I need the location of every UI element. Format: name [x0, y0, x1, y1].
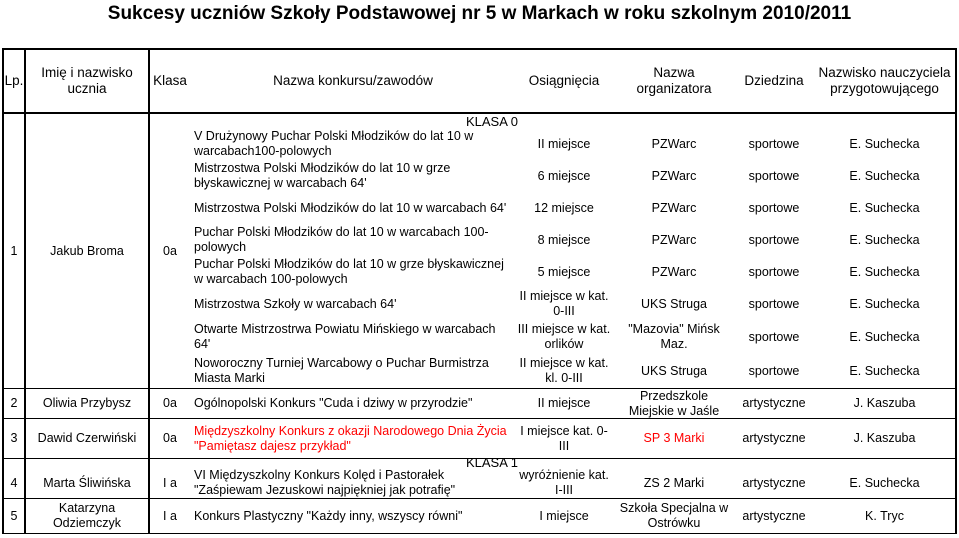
- contest-cell: Puchar Polski Młodzików do lat 10 w grze błyskawicznej w warcabach 100-polowych: [194, 257, 504, 286]
- header-name: Imię i nazwisko ucznia: [41, 65, 133, 96]
- class-label-1: KLASA 1: [465, 454, 519, 470]
- contest-cell: VI Międzyszkolny Konkurs Kolęd i Pastorałek "Zaśpiewam Jezuskowi najpiękniej jak potrafię": [194, 468, 456, 497]
- field-cell: artystyczne: [742, 508, 806, 523]
- student-class: 0a: [163, 396, 177, 410]
- achievement-cell: wyróżnienie kat. I-III: [519, 468, 609, 497]
- organizer-cell: ZS 2 Marki: [643, 475, 705, 490]
- student-class: 0a: [163, 431, 177, 445]
- organizer-cell: Szkoła Specjalna w Ostrówku: [619, 501, 729, 530]
- contest-cell: Konkurs Plastyczny "Każdy inny, wszyscy równi": [194, 508, 463, 523]
- teacher-cell: E. Suchecka: [849, 329, 920, 344]
- field-cell: sportowe: [748, 363, 800, 378]
- student-lp: 3: [10, 431, 18, 445]
- class-label-0: KLASA 0: [465, 113, 519, 129]
- teacher-cell: J. Kaszuba: [853, 431, 916, 445]
- teacher-cell: E. Suchecka: [849, 475, 920, 490]
- field-cell: sportowe: [748, 168, 800, 183]
- contest-cell: Międzyszkolny Konkurs z okazji Narodowego Dnia Życia "Pamiętasz dajesz przykład": [194, 423, 507, 453]
- achievement-cell: 12 miejsce: [534, 200, 594, 215]
- student-lp: 4: [10, 475, 18, 490]
- field-cell: artystyczne: [742, 396, 806, 410]
- student-name: Marta Śliwińska: [43, 475, 131, 490]
- student-lp: 1: [10, 243, 18, 258]
- contest-cell: Ogólnopolski Konkurs "Cuda i dziwy w przyrodzie": [194, 396, 473, 410]
- contest-cell: Mistrzostwa Polski Młodzików do lat 10 w warcabach 64': [194, 200, 507, 215]
- organizer-cell: Przedszkole Miejskie w Jaśle: [628, 388, 720, 418]
- achievement-cell: I miejsce: [539, 508, 589, 523]
- field-cell: sportowe: [748, 136, 800, 151]
- teacher-cell: E. Suchecka: [849, 136, 920, 151]
- teacher-cell: J. Kaszuba: [853, 396, 916, 410]
- teacher-cell: E. Suchecka: [849, 264, 920, 279]
- teacher-cell: E. Suchecka: [849, 200, 920, 215]
- achievement-cell: 5 miejsce: [537, 264, 591, 279]
- header-class: Klasa: [153, 73, 187, 88]
- header-field: Dziedzina: [744, 73, 804, 88]
- student-class: 0a: [163, 243, 177, 258]
- achievement-cell: I miejsce kat. 0-III: [520, 423, 608, 453]
- achievement-cell: III miejsce w kat. orlików: [517, 322, 611, 351]
- student-name: Dawid Czerwiński: [37, 431, 137, 445]
- student-class: I a: [163, 508, 177, 523]
- student-class: I a: [163, 475, 177, 490]
- achievement-cell: II miejsce: [537, 396, 591, 410]
- header-contest: Nazwa konkursu/zawodów: [273, 73, 433, 88]
- teacher-cell: E. Suchecka: [849, 363, 920, 378]
- contest-cell: Otwarte Mistrzostrwa Powiatu Mińskiego w warcabach 64': [194, 322, 496, 351]
- field-cell: artystyczne: [742, 431, 806, 445]
- student-lp: 2: [10, 396, 18, 410]
- achievement-cell: II miejsce: [537, 136, 591, 151]
- organizer-cell: UKS Struga: [640, 296, 707, 311]
- field-cell: sportowe: [748, 232, 800, 247]
- page-title: Sukcesy uczniów Szkoły Podstawowej nr 5 w Markach w roku szkolnym 2010/2011: [107, 3, 852, 24]
- student-name: Jakub Broma: [50, 243, 124, 258]
- achievement-cell: II miejsce w kat. kl. 0-III: [519, 356, 609, 385]
- organizer-cell: PZWarc: [651, 168, 697, 183]
- field-cell: artystyczne: [742, 475, 806, 490]
- student-lp: 5: [10, 508, 18, 523]
- student-name: Katarzyna Odziemczyk: [52, 501, 122, 530]
- header-achievement: Osiągnięcia: [528, 73, 600, 88]
- contest-cell: Mistrzostwa Szkoły w warcabach 64': [194, 296, 397, 311]
- table-border-bottom: [2, 533, 957, 534]
- header-organizer: Nazwa organizatora: [636, 65, 712, 96]
- header-teacher: Nazwisko nauczyciela przygotowującego: [818, 65, 951, 96]
- achievement-cell: 6 miejsce: [537, 168, 591, 183]
- table-border-right: [955, 48, 957, 534]
- organizer-cell: "Mazovia" Mińsk Maz.: [628, 322, 720, 351]
- organizer-cell: PZWarc: [651, 136, 697, 151]
- contest-cell: V Drużynowy Puchar Polski Młodzików do lat 10 w warcabach100-polowych: [194, 129, 474, 158]
- contest-cell: Puchar Polski Młodzików do lat 10 w warcabach 100-polowych: [194, 225, 489, 254]
- organizer-cell: PZWarc: [651, 232, 697, 247]
- field-cell: sportowe: [748, 264, 800, 279]
- achievement-cell: II miejsce w kat. 0-III: [519, 289, 609, 318]
- organizer-cell: UKS Struga: [640, 363, 707, 378]
- teacher-cell: E. Suchecka: [849, 232, 920, 247]
- teacher-cell: K. Tryc: [865, 508, 904, 523]
- field-cell: sportowe: [748, 200, 800, 215]
- organizer-cell: PZWarc: [651, 200, 697, 215]
- teacher-cell: E. Suchecka: [849, 168, 920, 183]
- field-cell: sportowe: [748, 296, 800, 311]
- organizer-cell: SP 3 Marki: [643, 431, 705, 445]
- student-name: Oliwia Przybysz: [42, 396, 132, 410]
- field-cell: sportowe: [748, 329, 800, 344]
- header-lp: Lp.: [4, 73, 24, 88]
- organizer-cell: PZWarc: [651, 264, 697, 279]
- achievement-cell: 8 miejsce: [537, 232, 591, 247]
- achievements-table: [2, 48, 957, 534]
- contest-cell: Mistrzostwa Polski Młodzików do lat 10 w grze błyskawicznej w warcabach 64': [194, 161, 451, 190]
- contest-cell: Noworoczny Turniej Warcabowy o Puchar Burmistrza Miasta Marki: [194, 356, 489, 385]
- teacher-cell: E. Suchecka: [849, 296, 920, 311]
